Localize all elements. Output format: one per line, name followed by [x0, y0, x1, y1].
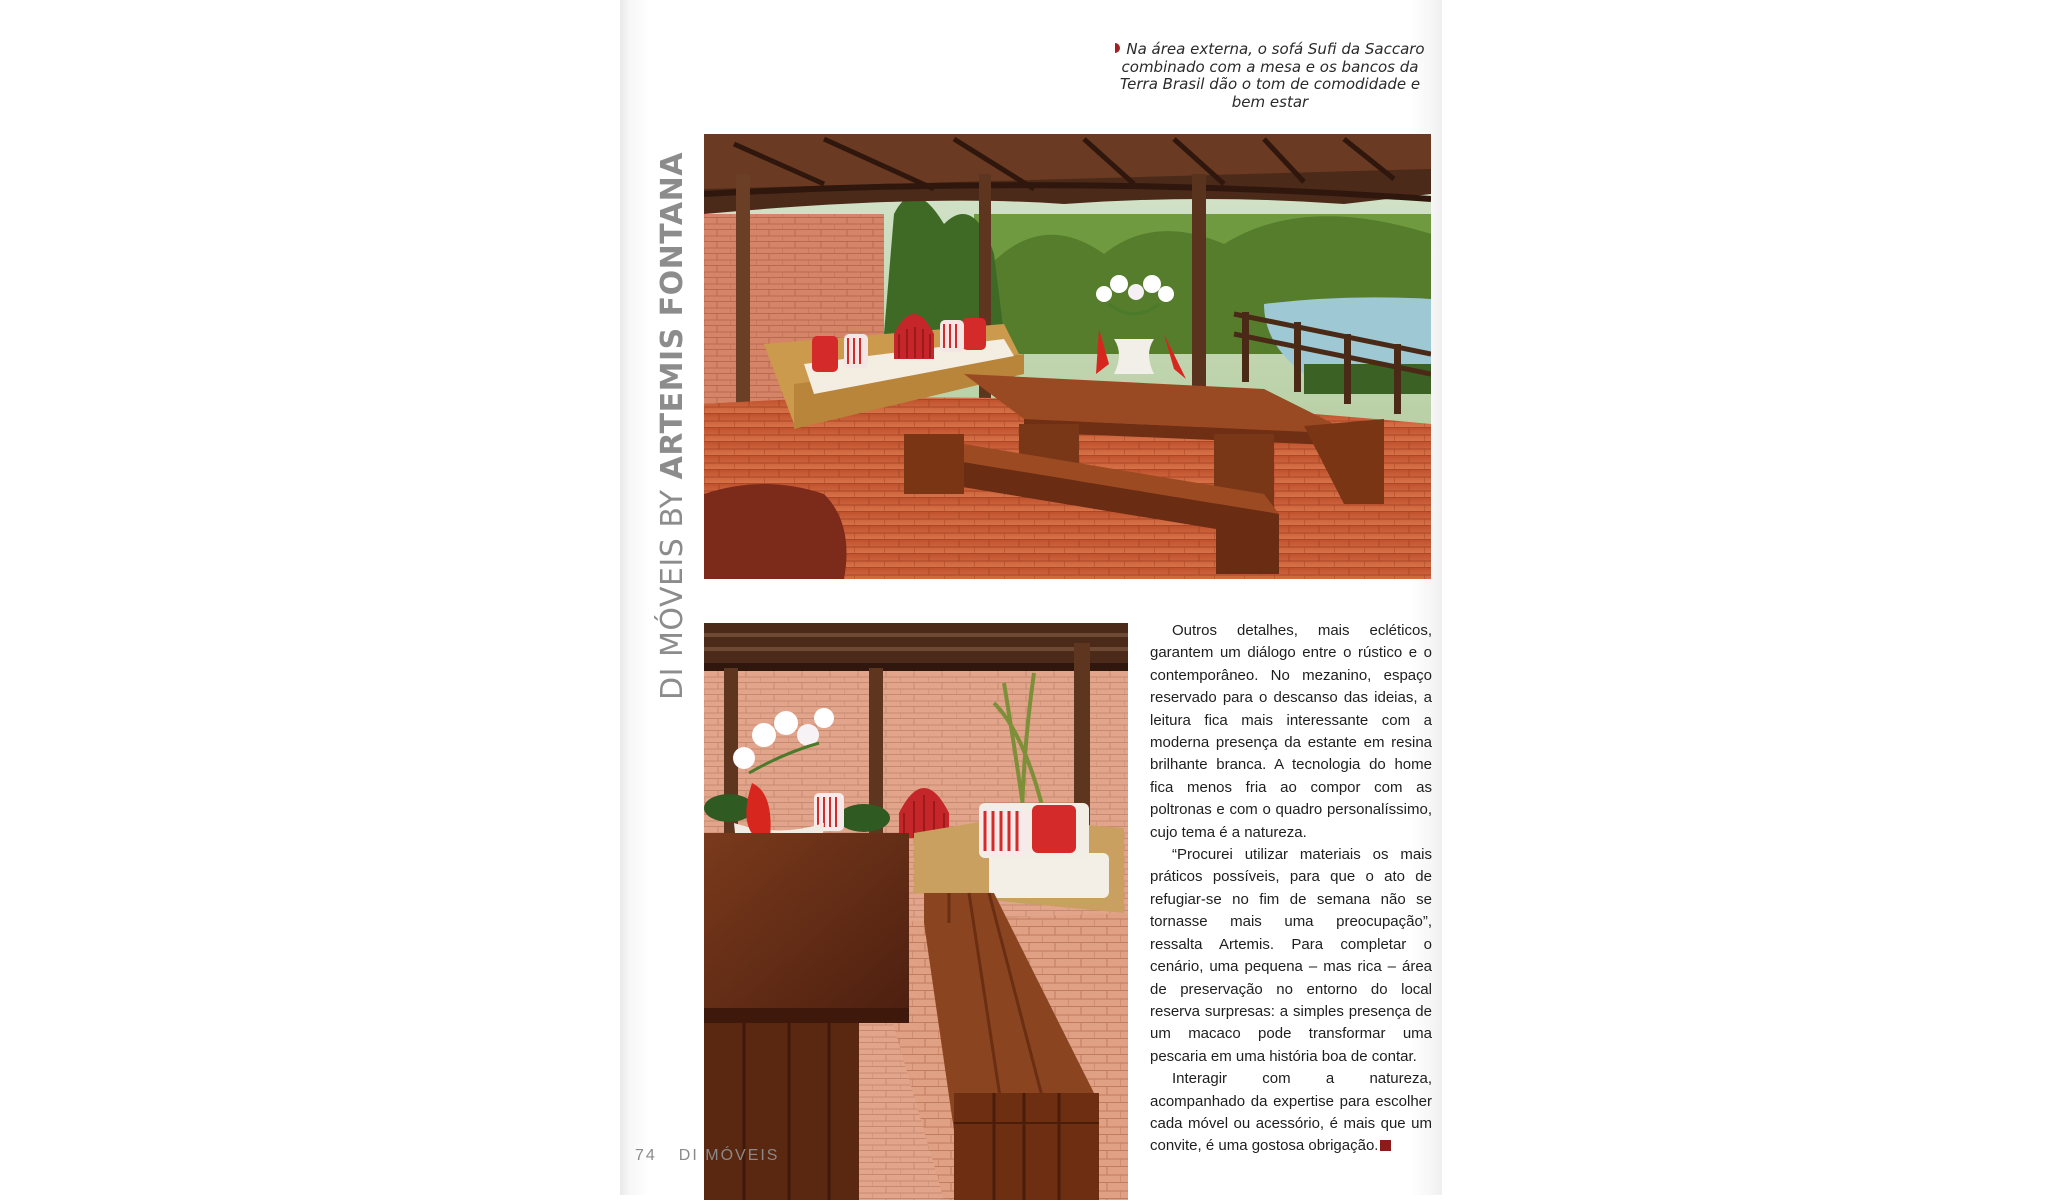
veranda-dining-illustration [704, 623, 1128, 1200]
magazine-name: DI MÓVEIS [678, 1147, 780, 1164]
outdoor-veranda-illustration [704, 134, 1431, 579]
caption-marker-icon [1115, 43, 1120, 53]
page-folio [635, 1147, 779, 1165]
photo-caption [1105, 41, 1435, 111]
article-paragraph: Outros detalhes, mais ecléticos, garantem um diálogo entre o rústico e o contemporâneo. No mezanino, espaço reservado para o descanso das ideias, a leitura fica mais interessante com a moderna presença da estante em resina brilhante branca. A tecnologia do home fica menos fria ao compor com as poltronas e com o quadro personalíssimo, cujo tema é a natureza. [1150, 622, 1432, 841]
article-body [1150, 620, 1432, 1158]
section-title-prefix: DI MÓVEIS BY [655, 489, 690, 700]
article-paragraph-text: Interagir com a natureza, acompanhado da expertise para escolher cada móvel ou acessório, é mais que um convite, é uma gostosa obrigação. [1150, 1070, 1432, 1155]
section-title-name: ARTEMIS FONTANA [655, 152, 690, 480]
veranda-dining-photo [704, 623, 1128, 1200]
article-paragraph-last [1150, 1068, 1432, 1158]
photo-caption-text: Na área externa, o sofá Sufi da Saccaro combinado com a mesa e os bancos da Terra Brasil dão o tom de comodidade e bem estar [1119, 40, 1425, 111]
end-of-article-icon [1380, 1140, 1391, 1151]
page-number: 74 [635, 1147, 657, 1164]
outdoor-veranda-photo [704, 134, 1431, 579]
section-title [655, 152, 690, 700]
article-paragraph: “Procurei utilizar materiais os mais práticos possíveis, para que o ato de refugiar-se no fim de semana não se tornasse mais uma preocupação”, ressalta Artemis. Para completar o cenário, uma pequena – mas rica – área de preservação no entorno do local reserva surpresas: a simples presença de um macaco pode transformar uma pescaria em uma história boa de contar. [1150, 846, 1432, 1065]
